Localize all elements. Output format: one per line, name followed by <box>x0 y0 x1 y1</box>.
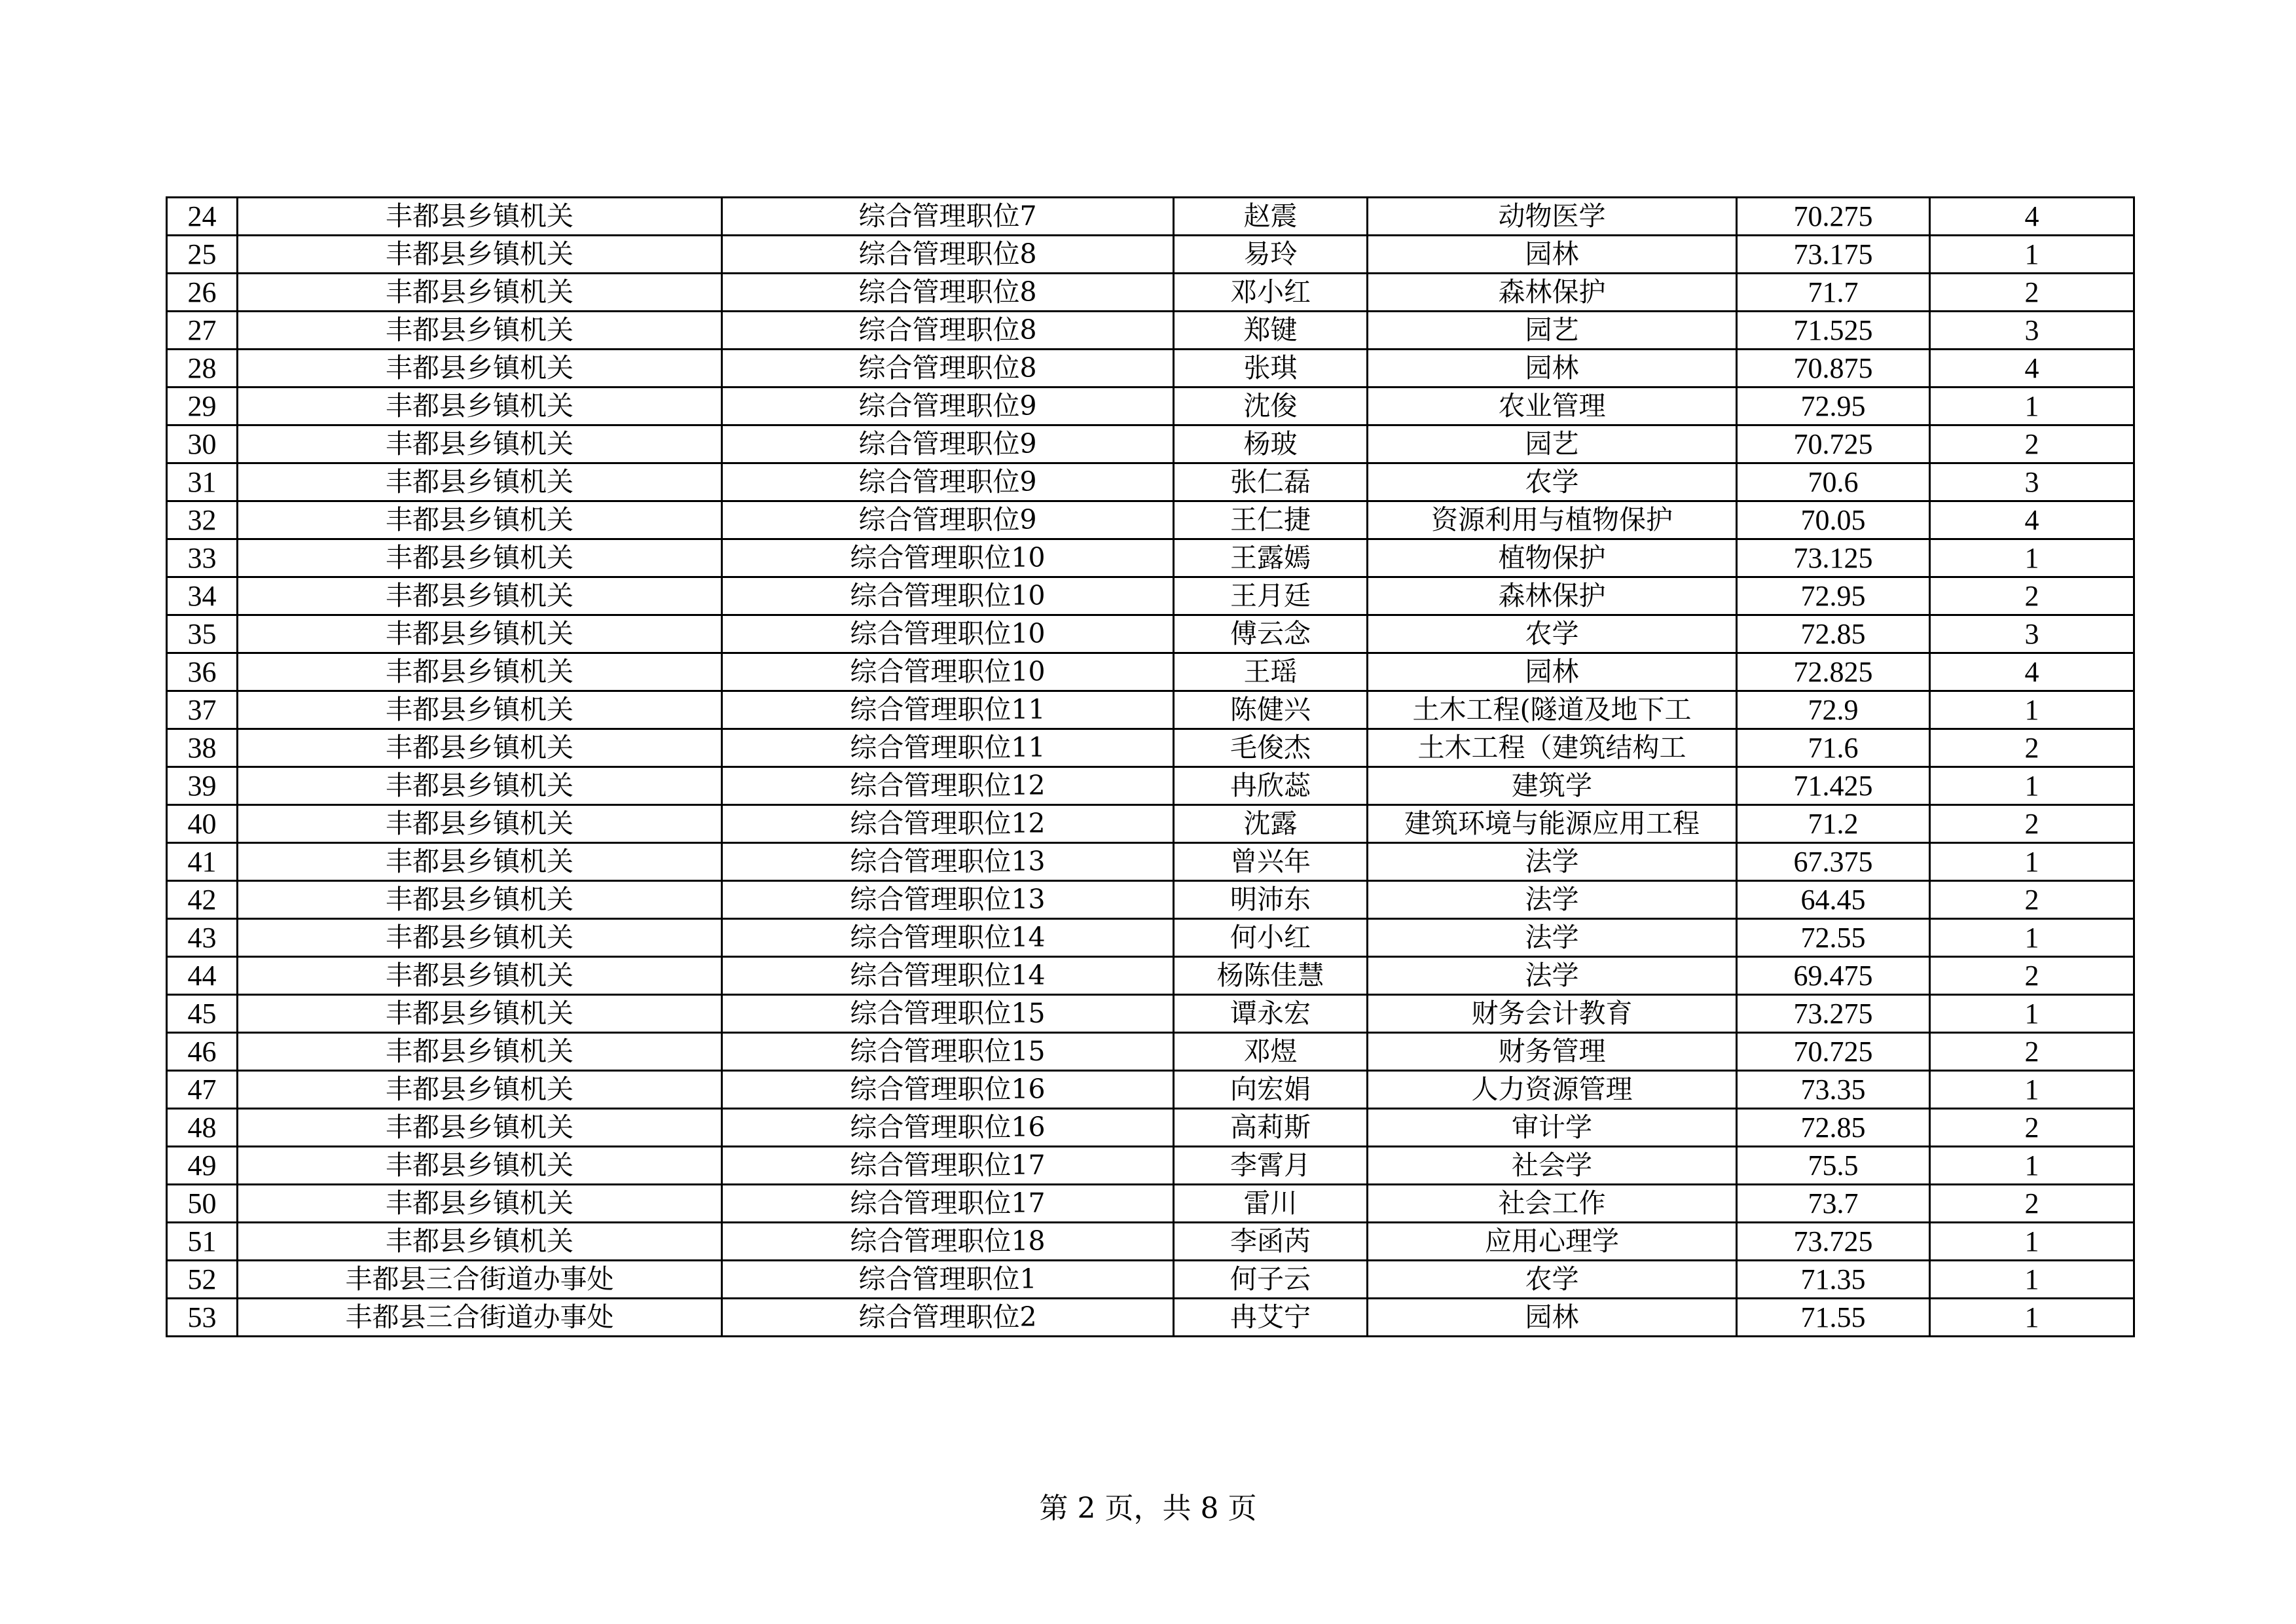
cell-position: 综合管理职位9 <box>722 501 1174 539</box>
page-footer: 第 2 页，共 8 页 <box>1039 1492 1257 1525</box>
cell-number: 49 <box>167 1147 238 1185</box>
cell-name: 向宏娟 <box>1174 1071 1368 1109</box>
table-row <box>167 691 2134 729</box>
cell-number: 47 <box>167 1071 238 1109</box>
cell-position: 综合管理职位8 <box>722 312 1174 350</box>
cell-name: 邓小红 <box>1174 274 1368 312</box>
cell-number: 26 <box>167 274 238 312</box>
cell-position: 综合管理职位14 <box>722 919 1174 957</box>
table-row <box>167 1147 2134 1185</box>
cell-rank: 1 <box>1930 919 2134 957</box>
cell-score: 71.55 <box>1737 1299 1930 1337</box>
cell-name: 王瑶 <box>1174 653 1368 691</box>
cell-unit: 丰都县三合街道办事处 <box>238 1261 722 1299</box>
cell-unit: 丰都县乡镇机关 <box>238 1071 722 1109</box>
cell-position: 综合管理职位1 <box>722 1261 1174 1299</box>
cell-score: 71.7 <box>1737 274 1930 312</box>
cell-rank: 3 <box>1930 312 2134 350</box>
cell-unit: 丰都县乡镇机关 <box>238 274 722 312</box>
cell-major: 法学 <box>1368 957 1737 995</box>
cell-unit: 丰都县乡镇机关 <box>238 425 722 463</box>
cell-score: 64.45 <box>1737 881 1930 919</box>
results-table <box>166 196 2135 1337</box>
cell-name: 傅云念 <box>1174 615 1368 653</box>
cell-position: 综合管理职位16 <box>722 1109 1174 1147</box>
cell-name: 邓煜 <box>1174 1033 1368 1071</box>
cell-rank: 2 <box>1930 1033 2134 1071</box>
table-row <box>167 843 2134 881</box>
cell-position: 综合管理职位13 <box>722 843 1174 881</box>
cell-unit: 丰都县乡镇机关 <box>238 1185 722 1223</box>
cell-name: 王仁捷 <box>1174 501 1368 539</box>
cell-unit: 丰都县乡镇机关 <box>238 236 722 274</box>
table-row <box>167 312 2134 350</box>
cell-number: 39 <box>167 767 238 805</box>
cell-rank: 1 <box>1930 1147 2134 1185</box>
cell-unit: 丰都县乡镇机关 <box>238 729 722 767</box>
table-row <box>167 425 2134 463</box>
cell-rank: 1 <box>1930 1223 2134 1261</box>
cell-position: 综合管理职位10 <box>722 539 1174 577</box>
cell-position: 综合管理职位15 <box>722 995 1174 1033</box>
cell-unit: 丰都县乡镇机关 <box>238 767 722 805</box>
cell-major: 人力资源管理 <box>1368 1071 1737 1109</box>
cell-rank: 2 <box>1930 1185 2134 1223</box>
cell-position: 综合管理职位9 <box>722 463 1174 501</box>
cell-position: 综合管理职位11 <box>722 729 1174 767</box>
cell-name: 沈俊 <box>1174 388 1368 425</box>
cell-major: 土木工程（建筑结构工 <box>1368 729 1737 767</box>
cell-major: 社会学 <box>1368 1147 1737 1185</box>
cell-score: 70.725 <box>1737 425 1930 463</box>
cell-unit: 丰都县乡镇机关 <box>238 919 722 957</box>
cell-name: 沈露 <box>1174 805 1368 843</box>
cell-number: 38 <box>167 729 238 767</box>
cell-score: 73.35 <box>1737 1071 1930 1109</box>
cell-name: 李函芮 <box>1174 1223 1368 1261</box>
cell-unit: 丰都县乡镇机关 <box>238 843 722 881</box>
cell-name: 陈健兴 <box>1174 691 1368 729</box>
cell-score: 73.7 <box>1737 1185 1930 1223</box>
cell-position: 综合管理职位11 <box>722 691 1174 729</box>
cell-position: 综合管理职位14 <box>722 957 1174 995</box>
cell-name: 易玲 <box>1174 236 1368 274</box>
cell-unit: 丰都县乡镇机关 <box>238 463 722 501</box>
cell-name: 何小红 <box>1174 919 1368 957</box>
cell-unit: 丰都县乡镇机关 <box>238 198 722 236</box>
cell-position: 综合管理职位9 <box>722 425 1174 463</box>
cell-major: 建筑环境与能源应用工程 <box>1368 805 1737 843</box>
cell-name: 毛俊杰 <box>1174 729 1368 767</box>
cell-number: 33 <box>167 539 238 577</box>
cell-position: 综合管理职位18 <box>722 1223 1174 1261</box>
cell-rank: 3 <box>1930 615 2134 653</box>
cell-score: 70.725 <box>1737 1033 1930 1071</box>
cell-rank: 1 <box>1930 388 2134 425</box>
cell-number: 51 <box>167 1223 238 1261</box>
cell-position: 综合管理职位8 <box>722 236 1174 274</box>
table-body <box>167 198 2134 1337</box>
cell-number: 35 <box>167 615 238 653</box>
cell-rank: 2 <box>1930 274 2134 312</box>
table-row <box>167 388 2134 425</box>
cell-major: 财务会计教育 <box>1368 995 1737 1033</box>
cell-rank: 2 <box>1930 881 2134 919</box>
cell-unit: 丰都县乡镇机关 <box>238 1223 722 1261</box>
cell-number: 42 <box>167 881 238 919</box>
cell-rank: 1 <box>1930 236 2134 274</box>
cell-position: 综合管理职位12 <box>722 767 1174 805</box>
cell-major: 法学 <box>1368 843 1737 881</box>
table-row <box>167 1185 2134 1223</box>
cell-number: 43 <box>167 919 238 957</box>
cell-number: 46 <box>167 1033 238 1071</box>
cell-number: 27 <box>167 312 238 350</box>
cell-score: 72.9 <box>1737 691 1930 729</box>
table-row <box>167 539 2134 577</box>
cell-position: 综合管理职位10 <box>722 653 1174 691</box>
cell-rank: 1 <box>1930 767 2134 805</box>
cell-major: 资源利用与植物保护 <box>1368 501 1737 539</box>
cell-name: 杨陈佳慧 <box>1174 957 1368 995</box>
cell-score: 72.95 <box>1737 388 1930 425</box>
table-row <box>167 577 2134 615</box>
table-row <box>167 805 2134 843</box>
cell-number: 29 <box>167 388 238 425</box>
cell-score: 72.85 <box>1737 1109 1930 1147</box>
cell-unit: 丰都县三合街道办事处 <box>238 1299 722 1337</box>
cell-number: 53 <box>167 1299 238 1337</box>
cell-rank: 1 <box>1930 1261 2134 1299</box>
cell-score: 71.2 <box>1737 805 1930 843</box>
table-row <box>167 653 2134 691</box>
cell-number: 40 <box>167 805 238 843</box>
cell-major: 园林 <box>1368 1299 1737 1337</box>
cell-rank: 2 <box>1930 577 2134 615</box>
cell-number: 24 <box>167 198 238 236</box>
cell-rank: 1 <box>1930 691 2134 729</box>
cell-unit: 丰都县乡镇机关 <box>238 1147 722 1185</box>
cell-number: 28 <box>167 350 238 388</box>
cell-number: 48 <box>167 1109 238 1147</box>
cell-unit: 丰都县乡镇机关 <box>238 805 722 843</box>
table-row <box>167 615 2134 653</box>
cell-position: 综合管理职位15 <box>722 1033 1174 1071</box>
cell-name: 何子云 <box>1174 1261 1368 1299</box>
cell-unit: 丰都县乡镇机关 <box>238 957 722 995</box>
cell-name: 王月廷 <box>1174 577 1368 615</box>
table-row <box>167 767 2134 805</box>
cell-number: 41 <box>167 843 238 881</box>
cell-major: 植物保护 <box>1368 539 1737 577</box>
cell-number: 32 <box>167 501 238 539</box>
cell-rank: 1 <box>1930 843 2134 881</box>
cell-unit: 丰都县乡镇机关 <box>238 615 722 653</box>
cell-position: 综合管理职位12 <box>722 805 1174 843</box>
table-row <box>167 463 2134 501</box>
table-row <box>167 957 2134 995</box>
cell-score: 70.275 <box>1737 198 1930 236</box>
cell-major: 农学 <box>1368 1261 1737 1299</box>
cell-unit: 丰都县乡镇机关 <box>238 1033 722 1071</box>
cell-score: 73.275 <box>1737 995 1930 1033</box>
cell-score: 72.825 <box>1737 653 1930 691</box>
cell-name: 郑键 <box>1174 312 1368 350</box>
table-row <box>167 995 2134 1033</box>
table-row <box>167 1299 2134 1337</box>
cell-rank: 2 <box>1930 729 2134 767</box>
cell-rank: 2 <box>1930 957 2134 995</box>
cell-number: 37 <box>167 691 238 729</box>
cell-score: 73.725 <box>1737 1223 1930 1261</box>
cell-major: 审计学 <box>1368 1109 1737 1147</box>
cell-score: 70.875 <box>1737 350 1930 388</box>
table-row <box>167 198 2134 236</box>
cell-number: 36 <box>167 653 238 691</box>
table-row <box>167 274 2134 312</box>
table-row <box>167 881 2134 919</box>
cell-position: 综合管理职位17 <box>722 1147 1174 1185</box>
cell-major: 建筑学 <box>1368 767 1737 805</box>
cell-score: 73.125 <box>1737 539 1930 577</box>
cell-major: 园林 <box>1368 236 1737 274</box>
cell-major: 农业管理 <box>1368 388 1737 425</box>
cell-name: 杨玻 <box>1174 425 1368 463</box>
cell-major: 财务管理 <box>1368 1033 1737 1071</box>
table-row <box>167 1223 2134 1261</box>
cell-rank: 4 <box>1930 198 2134 236</box>
cell-major: 农学 <box>1368 615 1737 653</box>
cell-rank: 2 <box>1930 1109 2134 1147</box>
cell-rank: 2 <box>1930 805 2134 843</box>
cell-rank: 1 <box>1930 539 2134 577</box>
cell-rank: 1 <box>1930 995 2134 1033</box>
cell-position: 综合管理职位7 <box>722 198 1174 236</box>
cell-major: 森林保护 <box>1368 274 1737 312</box>
cell-rank: 3 <box>1930 463 2134 501</box>
cell-major: 社会工作 <box>1368 1185 1737 1223</box>
cell-position: 综合管理职位8 <box>722 350 1174 388</box>
cell-major: 园艺 <box>1368 312 1737 350</box>
cell-name: 张仁磊 <box>1174 463 1368 501</box>
cell-unit: 丰都县乡镇机关 <box>238 501 722 539</box>
cell-name: 雷川 <box>1174 1185 1368 1223</box>
cell-position: 综合管理职位2 <box>722 1299 1174 1337</box>
cell-name: 冉欣蕊 <box>1174 767 1368 805</box>
cell-major: 法学 <box>1368 881 1737 919</box>
table-row <box>167 236 2134 274</box>
table-row <box>167 501 2134 539</box>
cell-position: 综合管理职位13 <box>722 881 1174 919</box>
cell-position: 综合管理职位10 <box>722 577 1174 615</box>
cell-rank: 1 <box>1930 1299 2134 1337</box>
cell-unit: 丰都县乡镇机关 <box>238 350 722 388</box>
cell-position: 综合管理职位16 <box>722 1071 1174 1109</box>
table-row <box>167 1071 2134 1109</box>
cell-major: 园林 <box>1368 653 1737 691</box>
cell-rank: 2 <box>1930 425 2134 463</box>
cell-position: 综合管理职位8 <box>722 274 1174 312</box>
cell-name: 赵震 <box>1174 198 1368 236</box>
cell-name: 高莉斯 <box>1174 1109 1368 1147</box>
cell-unit: 丰都县乡镇机关 <box>238 1109 722 1147</box>
cell-score: 75.5 <box>1737 1147 1930 1185</box>
cell-unit: 丰都县乡镇机关 <box>238 577 722 615</box>
cell-name: 冉艾宁 <box>1174 1299 1368 1337</box>
cell-rank: 4 <box>1930 350 2134 388</box>
cell-number: 30 <box>167 425 238 463</box>
cell-unit: 丰都县乡镇机关 <box>238 881 722 919</box>
cell-major: 土木工程(隧道及地下工 <box>1368 691 1737 729</box>
cell-number: 52 <box>167 1261 238 1299</box>
cell-score: 73.175 <box>1737 236 1930 274</box>
cell-unit: 丰都县乡镇机关 <box>238 388 722 425</box>
cell-number: 34 <box>167 577 238 615</box>
cell-unit: 丰都县乡镇机关 <box>238 691 722 729</box>
cell-major: 法学 <box>1368 919 1737 957</box>
cell-unit: 丰都县乡镇机关 <box>238 653 722 691</box>
cell-name: 明沛东 <box>1174 881 1368 919</box>
table-row <box>167 350 2134 388</box>
cell-major: 应用心理学 <box>1368 1223 1737 1261</box>
cell-name: 张琪 <box>1174 350 1368 388</box>
cell-name: 曾兴年 <box>1174 843 1368 881</box>
cell-score: 72.85 <box>1737 615 1930 653</box>
table-row <box>167 1261 2134 1299</box>
cell-major: 农学 <box>1368 463 1737 501</box>
cell-number: 25 <box>167 236 238 274</box>
cell-score: 67.375 <box>1737 843 1930 881</box>
cell-rank: 4 <box>1930 653 2134 691</box>
cell-name: 李霄月 <box>1174 1147 1368 1185</box>
table-row <box>167 1109 2134 1147</box>
cell-score: 72.55 <box>1737 919 1930 957</box>
table-row <box>167 1033 2134 1071</box>
cell-number: 45 <box>167 995 238 1033</box>
cell-major: 动物医学 <box>1368 198 1737 236</box>
cell-rank: 1 <box>1930 1071 2134 1109</box>
cell-major: 园艺 <box>1368 425 1737 463</box>
cell-position: 综合管理职位10 <box>722 615 1174 653</box>
cell-score: 70.6 <box>1737 463 1930 501</box>
cell-unit: 丰都县乡镇机关 <box>238 312 722 350</box>
cell-position: 综合管理职位17 <box>722 1185 1174 1223</box>
cell-score: 69.475 <box>1737 957 1930 995</box>
cell-unit: 丰都县乡镇机关 <box>238 995 722 1033</box>
cell-major: 森林保护 <box>1368 577 1737 615</box>
cell-number: 31 <box>167 463 238 501</box>
cell-number: 44 <box>167 957 238 995</box>
cell-position: 综合管理职位9 <box>722 388 1174 425</box>
cell-major: 园林 <box>1368 350 1737 388</box>
cell-score: 71.6 <box>1737 729 1930 767</box>
cell-name: 王露嫣 <box>1174 539 1368 577</box>
cell-number: 50 <box>167 1185 238 1223</box>
cell-score: 71.525 <box>1737 312 1930 350</box>
cell-score: 71.35 <box>1737 1261 1930 1299</box>
table-row <box>167 919 2134 957</box>
cell-name: 谭永宏 <box>1174 995 1368 1033</box>
cell-unit: 丰都县乡镇机关 <box>238 539 722 577</box>
cell-score: 72.95 <box>1737 577 1930 615</box>
cell-score: 71.425 <box>1737 767 1930 805</box>
cell-rank: 4 <box>1930 501 2134 539</box>
table-row <box>167 729 2134 767</box>
cell-score: 70.05 <box>1737 501 1930 539</box>
